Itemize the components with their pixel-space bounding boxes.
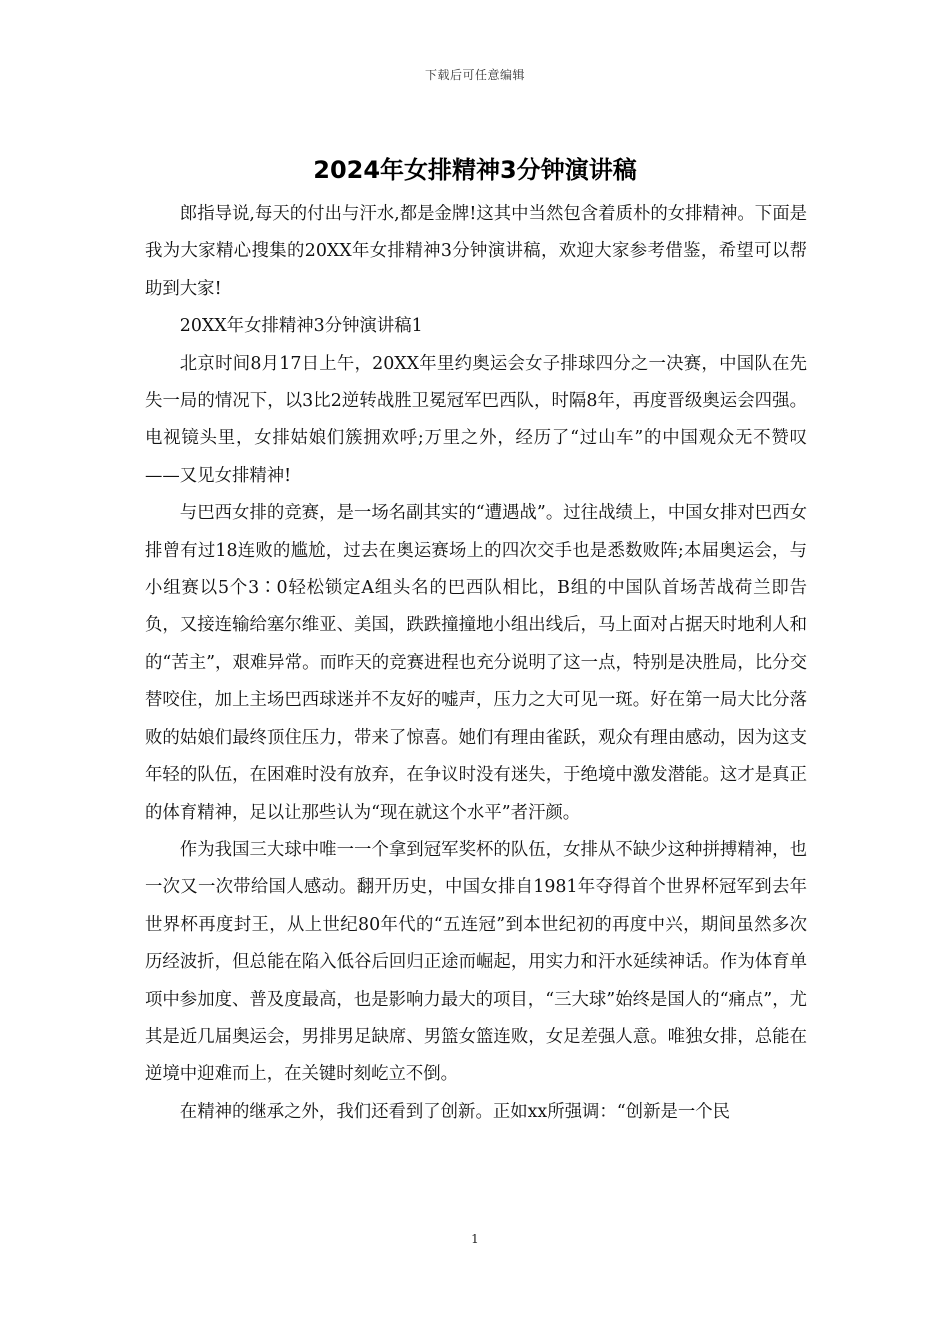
section-heading: 20XX年女排精神3分钟演讲稿1 <box>179 316 423 337</box>
paragraph: 作为我国三大球中唯一一个拿到冠军奖杯的队伍，女排从不缺少这种拼搏精神，也一次又一次带给国人感动。翻开历史，中国女排自1981年夺得首个世界杯冠军到去年世界杯再度封王，从上世纪80年代的“五连冠”到本世纪初的再度中兴，期间虽然多次历经波折，但总能在陷入低谷后回归正途而崛起，用实力和汗水延续神话。作为体育单项中参加度、普及度最高，也是影响力最大的项目，“三大球”始终是国人的“痛点”，尤其是近几届奥运会，男排男足缺席、男篮女篮连败，女足差强人意。唯独女排，总能在逆境中迎难而上，在关键时刻屹立不倒。 <box>145 839 807 1085</box>
paragraph: 在精神的继承之外，我们还看到了创新。正如xx所强调：“创新是一个民 <box>179 1101 731 1122</box>
header-note: 下载后可任意编辑 <box>424 68 525 82</box>
document-title: 2024年女排精神3分钟演讲稿 <box>313 156 637 184</box>
document-body <box>145 196 807 1131</box>
paragraph: 与巴西女排的竞赛，是一场名副其实的“遭遇战”。过往战绩上，中国女排对巴西女排曾有过18连败的尴尬，过去在奥运赛场上的四次交手也是悉数败阵;本届奥运会，与小组赛以5个3∶0轻松锁定A组头名的巴西队相比，B组的中国队首场苦战荷兰即告负，又接连输给塞尔维亚、美国，跌跌撞撞地小组出线后，马上面对占据天时地利人和的“苦主”，艰难异常。而昨天的竞赛进程也充分说明了这一点，特别是决胜局，比分交替咬住，加上主场巴西球迷并不友好的嘘声，压力之大可见一斑。好在第一局大比分落败的姑娘们最终顶住压力，带来了惊喜。她们有理由雀跃，观众有理由感动，因为这支年轻的队伍，在困难时没有放弃，在争议时没有迷失，于绝境中激发潜能。这才是真正的体育精神，足以让那些认为“现在就这个水平”者汗颜。 <box>145 503 807 823</box>
paragraph-intro: 郎指导说,每天的付出与汗水,都是金牌!这其中当然包含着质朴的女排精神。下面是我为大家精心搜集的20XX年女排精神3分钟演讲稿，欢迎大家参考借鉴，希望可以帮助到大家! <box>145 204 807 299</box>
paragraph: 北京时间8月17日上午，20XX年里约奥运会女子排球四分之一决赛，中国队在先失一局的情况下，以3比2逆转战胜卫冕冠军巴西队，时隔8年，再度晋级奥运会四强。电视镜头里，女排姑娘们簇拥欢呼;万里之外，经历了“过山车”的中国观众无不赞叹——又见女排精神! <box>145 353 807 486</box>
page-number: 1 <box>471 1232 479 1246</box>
